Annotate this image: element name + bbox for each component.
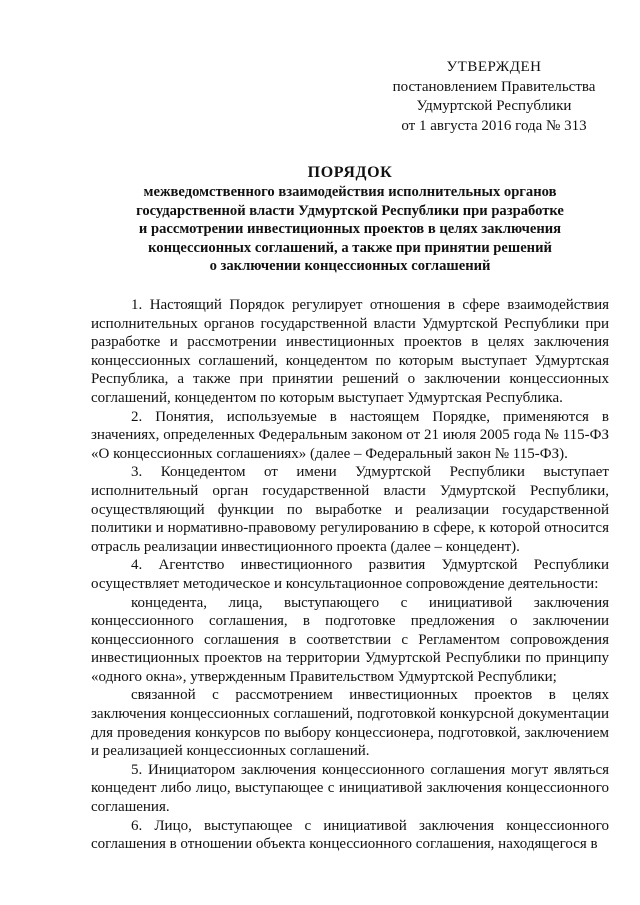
paragraph-4: 4. Агентство инвестиционного развития Удмуртской Республики осуществляет методическое и консультационное сопровождение деятельности: xyxy=(91,557,609,592)
subtitle-line: о заключении концессионных соглашений xyxy=(209,258,491,275)
paragraph-3: 3. Концедентом от имени Удмуртской Республики выступает исполнительный орган государственной власти Удмуртской Республики, осуществляющий функции по выработке и реализации государственной политики и нормативно-правовому регулированию в сфере, к которой относится отрасль реализации инвестиционного проекта (далее – концедент). xyxy=(91,464,609,555)
document-title: ПОРЯДОК xyxy=(307,164,393,181)
subtitle-line: концессионных соглашений, а также при принятии решений xyxy=(148,239,552,256)
subtitle-line: государственной власти Удмуртской Республики при разработке xyxy=(136,202,564,219)
paragraph-2: 2. Понятия, используемые в настоящем Порядке, применяются в значениях, определенных Федеральным законом от 21 июля 2005 года № 115-ФЗ «О концессионных соглашениях» (далее – Федеральный закон № 115-ФЗ). xyxy=(91,408,609,462)
approval-line: постановлением Правительства xyxy=(392,78,596,95)
paragraph-4-item-2: связанной с рассмотрением инвестиционных проектов в целях заключения концессионных соглашений, подготовкой конкурсной документации для проведения конкурсов по выбору концессионера, подготовкой, заключением и реализацией концессионных соглашений. xyxy=(91,687,609,760)
approval-line: от 1 августа 2016 года № 313 xyxy=(401,117,587,134)
paragraph-6: 6. Лицо, выступающее с инициативой заключения концессионного соглашения в отношении объекта концессионного соглашения, находящегося в xyxy=(91,817,609,853)
approval-stamp xyxy=(384,58,604,136)
subtitle-line: и рассмотрении инвестиционных проектов в целях заключения xyxy=(138,221,562,238)
paragraph-5: 5. Инициатором заключения концессионного соглашения могут являться концедент либо лицо, выступающее с инициативой заключения концессионного соглашения. xyxy=(91,761,609,816)
approval-line: Удмуртской Республики xyxy=(416,98,572,114)
document-body xyxy=(91,296,609,854)
document-heading xyxy=(90,163,610,276)
approval-title: УТВЕРЖДЕН xyxy=(446,59,542,75)
subtitle-line: межведомственного взаимодействия исполнительных органов xyxy=(143,184,557,200)
paragraph-1: 1. Настоящий Порядок регулирует отношения в сфере взаимодействия исполнительных органов государственной власти Удмуртской Республики при разработке и рассмотрении инвестиционных проектов в целях заключения концессионных соглашений, концедентом по которым выступает Удмуртская Республика, а также при принятии решений о заключении концессионных соглашений, концедентом по которым выступает Удмуртская Республика. xyxy=(91,297,609,406)
paragraph-4-item-1: концедента, лица, выступающего с инициативой заключения концессионного соглашения, в подготовке предложения о заключении концессионного соглашения в соответствии с Регламентом сопровождения инвестиционных проектов на территории Удмуртской Республики по принципу «одного окна», утвержденным Правительством Удмуртской Республики; xyxy=(91,594,609,685)
